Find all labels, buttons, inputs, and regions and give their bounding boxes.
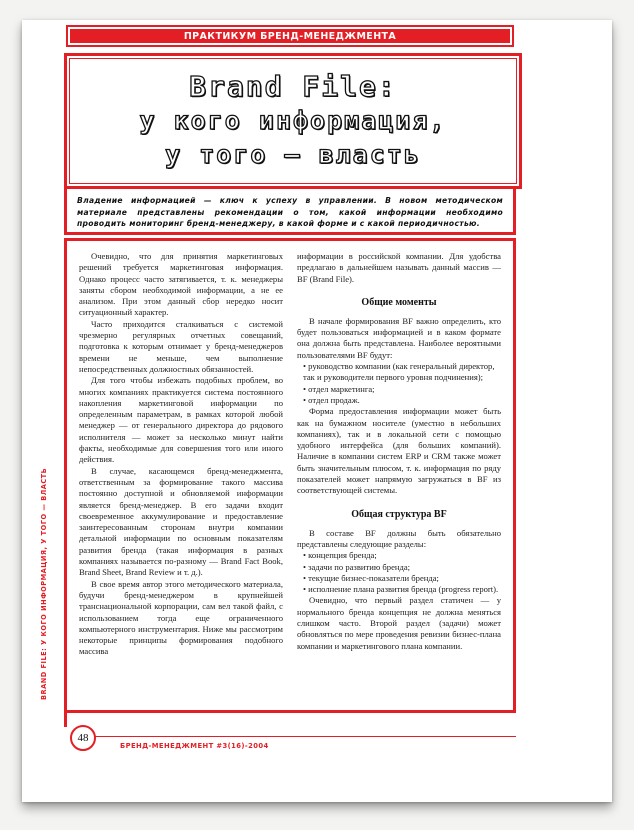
lead-paragraph: Владение информацией — ключ к успеху в управлении. В новом методическом материале представлены рекомендации о том, какой информации необходимо проводить мониторинг бренд-менеджеру, в какой форме и с какой периодичностью.: [77, 196, 503, 229]
subheading-structure: Общая структура BF: [351, 508, 447, 520]
paragraph: В случае, касающемся бренд-менеджмента, ответственным за формирование такого массива постоянно доступной и обновляемой информации является бренд-менеджер. В его задачи входит своевременное аккумулирование и предоставление заинтересованным сторонам внутри компании детальной информации по основным показателям развития бренда (такая информация в разных компаниях называется по-разному — Brand Fact Book, Brand Sheet, Brand Review и т. д.).: [79, 465, 283, 578]
paragraph: Для того чтобы избежать подобных проблем, во многих компаниях практикуется система постоянного накопления маркетинговой информации по определенным параметрам, в рамках которой любой менеджер — от генерального директора до рядового исполнителя — может за несколько минут найти факты, необходимые для совершения того или иного действия.: [79, 375, 283, 465]
list-item: • концепция бренда;: [303, 550, 377, 561]
subheading-general: Общие моменты: [361, 296, 437, 308]
paragraph: В составе BF должны быть обязательно представлены следующие разделы:: [297, 527, 501, 549]
paragraph: Форма предоставления информации может быть как на бумажном носителе (уместно в небольших компаниях), так и в локальной сети с помощью удобного интерфейса (для больших компаний). Наличие в компании систем ERP и CRM также может быть значительным плюсом, т. к. информация по ряду показателей может напрямую загружаться в BF из соответствующей системы.: [297, 406, 501, 496]
title-line-1: Brand File:: [189, 70, 397, 103]
paragraph: информации в российской компании. Для удобства предлагаю в дальнейшем называть данный массив — BF (Brand File).: [297, 251, 501, 284]
right-column: [297, 251, 501, 658]
title-box: [64, 53, 522, 189]
footer-divider: [92, 736, 516, 737]
footer-divider-tick: [64, 713, 67, 727]
list-item: • отдел маркетинга;: [303, 383, 375, 394]
title-line-2: у кого информация,: [139, 106, 447, 135]
section-label: ПРАКТИКУМ БРЕНД-МЕНЕДЖМЕНТА: [183, 30, 397, 42]
list-item: • задачи по развитию бренда;: [303, 561, 411, 572]
article-body: [64, 238, 516, 713]
left-column: [79, 251, 283, 658]
paragraph: Очевидно, что первый раздел статичен — у нормального бренда концепция не должна меняться слишком часто. Второй раздел (задачи) может обновляться по мере проведения ревизии бизнес-плана компании и маркетингового плана компании.: [297, 595, 501, 651]
page-number: 48: [70, 725, 96, 751]
lead-box: [64, 187, 516, 235]
section-header: [66, 25, 514, 47]
list-item: • руководство компании (как генеральный директор, так и руководители первого уровня подчинения);: [303, 361, 495, 383]
paragraph: Часто приходится сталкиваться с системой чрезмерно регулярных отчетных совещаний, подготовка к которым отнимает у бренд-менеджеров времени не меньше, чем выполнение непосредственных должностных обязанностей.: [79, 318, 283, 374]
paragraph: В начале формирования BF важно определить, кто будет пользоваться информацией и в каком формате она должна быть представлена. Наиболее вероятными пользователями BF будут:: [297, 315, 501, 360]
paragraph: В свое время автор этого методического материала, будучи бренд-менеджером в крупнейшей транснациональной корпорации, сам вел такой файл, с использованием тогда еще ограниченного компьютерного инструментария. Ниже мы рассмотрим некоторые принципы формирования подобного массива: [79, 578, 283, 657]
running-head-vertical: BRAND FILE: У КОГО ИНФОРМАЦИЯ, У ТОГО — ВЛАСТЬ: [40, 467, 48, 700]
list-item: • текущие бизнес-показатели бренда;: [303, 572, 439, 583]
paragraph: Очевидно, что для принятия маркетинговых решений требуется маркетинговая информация. Однако процесс часто затягивается, т. к. менеджеры заняты сбором необходимой информации, а не ее анализом. При этом данный сбор нередко носит ситуационный характер.: [79, 251, 283, 318]
list-item: • отдел продаж.: [303, 394, 360, 405]
list-item: • исполнение плана развития бренда (progress report).: [303, 584, 499, 595]
journal-issue: БРЕНД-МЕНЕДЖМЕНТ #3(16)-2004: [120, 742, 269, 750]
title-line-3: у того — власть: [165, 140, 421, 169]
